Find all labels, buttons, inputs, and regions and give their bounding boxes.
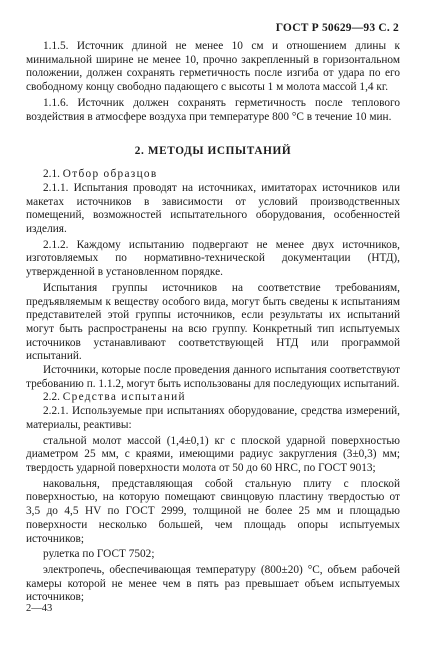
subsection-2-2-number: 2.2. [43, 391, 60, 404]
paragraph-2-1-1: 2.1.1. Испытания проводят на источниках, имитаторах источников или макетах источников в зависимости от условий производственных помещений, возможностей испытательного оборудования, особенностей изделия. [26, 181, 400, 236]
list-item-ruler: рулетка по ГОСТ 7502; [43, 548, 155, 561]
paragraph-2-1-2: 2.1.2. Каждому испытанию подвергают не менее двух источников, изготовляемых по нормативно-технической документации (НТД), утвержденной в установленном порядке. [26, 238, 400, 279]
paragraph-1-1-5: 1.1.5. Источник длиной не менее 10 см и отношением длины к минимальной ширине не менее 10, прочно закрепленный в горизонтальном положении, должен сохранять герметичность после изгиба от удара по его свободному концу свободно падающего с высоты 1 м молота массой 1,4 кг. [26, 40, 400, 94]
list-item-anvil: наковальня, представляющая собой стальную плиту с плоской поверхностью, на которую помещают свинцовую пластину твердостью от 3,5 до 4,5 HV по ГОСТ 2999, толщиной не более 25 мм и площадью поверхности несколько большей, чем площадь опоры испытуемых источников; [26, 477, 400, 545]
section-title: 2. МЕТОДЫ ИСПЫТАНИЙ [134, 145, 292, 158]
list-item-oven: электропечь, обеспечивающая температуру (800±20) °С, объем рабочей камеры которой не менее чем в пять раз превышает объем испытуемых источников; [26, 563, 400, 604]
paragraph-sources-reuse: Источники, которые после проведения данного испытания соответствуют требованию п. 1.1.2, могут быть использованы для последующих испытаний. [26, 364, 400, 390]
subsection-2-2-heading [26, 391, 400, 405]
page-header: ГОСТ Р 50629—93 С. 2 [275, 22, 399, 34]
paragraph-2-2-1: 2.2.1. Используемые при испытаниях оборудование, средства измерений, материалы, реактивы: [26, 405, 400, 431]
list-item-hammer: стальной молот массой (1,4±0,1) кг с плоской ударной поверхностью диаметром 25 мм, с краями, имеющими радиус закругления (3±0,3) мм; твердость ударной поверхности молота от 50 до 60 HRC, по ГОСТ 9013; [26, 434, 400, 474]
paragraph-1-1-6: 1.1.6. Источник должен сохранять герметичность после теплового воздействия в атмосфере воздуха при температуре 800 °С в течение 10 мин. [26, 96, 400, 123]
page-footer-signature: 2—43 [26, 603, 53, 614]
document-body [26, 40, 400, 605]
subsection-2-1-number: 2.1. [43, 168, 60, 181]
subsection-2-2-title: Средства испытаний [62, 391, 186, 404]
subsection-2-1-title: Отбор образцов [62, 168, 158, 181]
subsection-2-1-heading [26, 168, 400, 182]
paragraph-group-testing: Испытания группы источников на соответствие требованиям, предъявляемым к веществу особого вида, могут быть сведены к испытаниям представителей этой группы источников, если результаты их испытаний могут быть распространены на всю группу. Конкретный тип испытуемых источников устанавливают соответствующей НТД или программой испытаний. [26, 281, 400, 363]
